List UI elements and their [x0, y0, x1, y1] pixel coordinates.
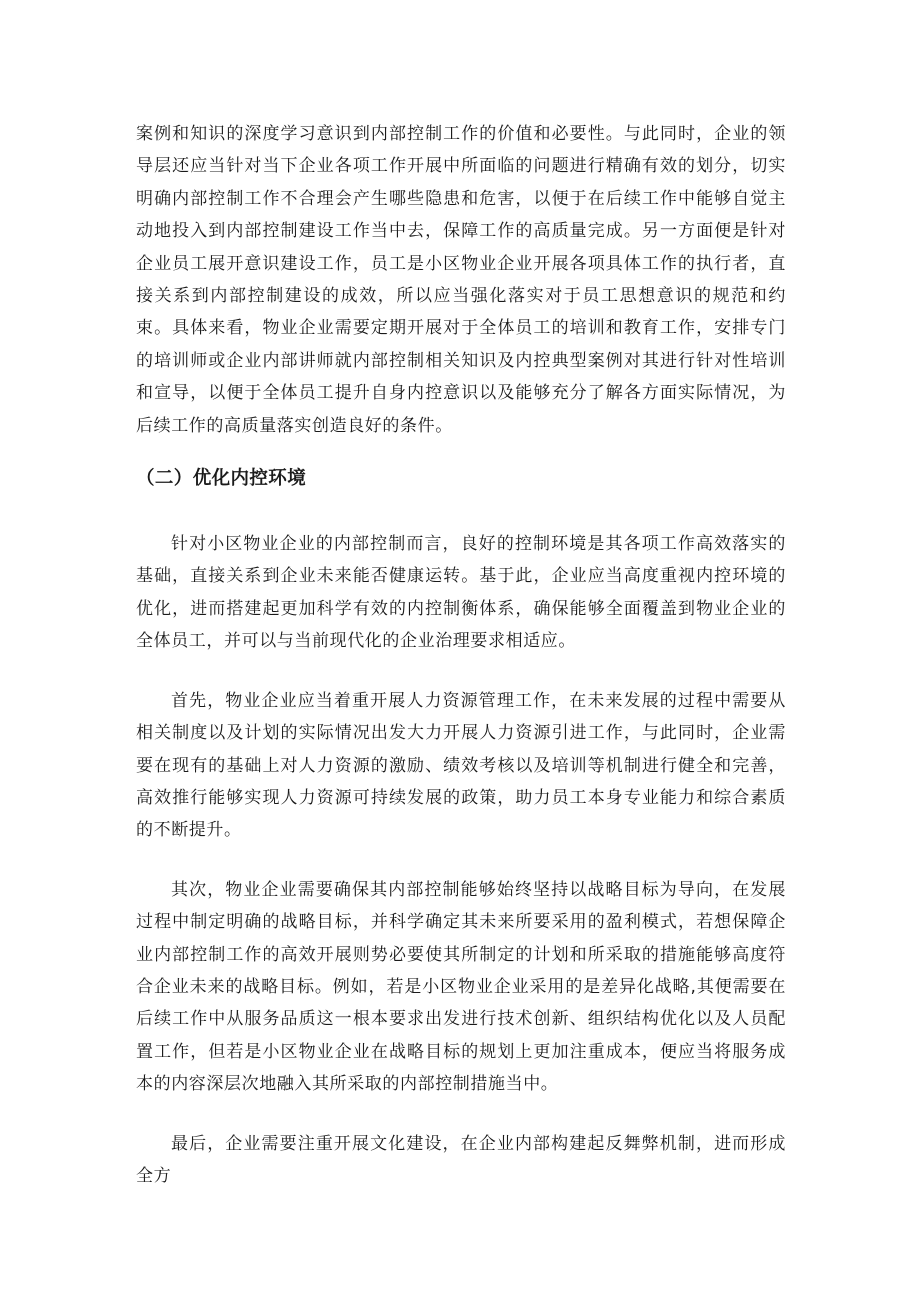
body-paragraph: 其次，物业企业需要确保其内部控制能够始终坚持以战略目标为导向，在发展过程中制定明确的战略目标，并科学确定其未来所要采用的盈利模式，若想保障企业内部控制工作的高效开展则势必要使其所制定的计划和所采取的措施能够高度符合企业未来的战略目标。例如，若是小区物业企业采用的是差异化战略,其便需要在后续工作中从服务品质这一根本要求出发进行技术创新、组织结构优化以及人员配置工作，但若是小区物业企业在战略目标的规划上更加注重成本，便应当将服务成本的内容深层次地融入其所采取的内部控制措施当中。 [136, 879, 786, 1095]
body-paragraph: 首先，物业企业应当着重开展人力资源管理工作，在未来发展的过程中需要从相关制度以及计划的实际情况出发大力开展人力资源引进工作，与此同时，企业需要在现有的基础上对人力资源的激励、绩效考核以及培训等机制进行健全和完善，高效推行能够实现人力资源可持续发展的政策，助力员工本身专业能力和综合素质的不断提升。 [136, 690, 786, 841]
spacer [136, 495, 786, 528]
spacer [136, 658, 786, 685]
section-heading: （二）优化内控环境 [136, 468, 307, 490]
body-paragraph: 针对小区物业企业的内部控制而言，良好的控制环境是其各项工作高效落实的基础，直接关系到企业未来能否健康运转。基于此，企业应当高度重视内控环境的优化，进而搭建起更加科学有效的内控制衡体系，确保能够全面覆盖到物业企业的全体员工，并可以与当前现代化的企业治理要求相适应。 [136, 534, 786, 652]
body-paragraph: 最后，企业需要注重开展文化建设，在企业内部构建起反舞弊机制，进而形成全方 [136, 1133, 786, 1186]
spacer [136, 442, 786, 463]
document-body [136, 118, 786, 1192]
spacer [136, 1101, 786, 1128]
spacer [136, 847, 786, 874]
body-paragraph-continuation: 案例和知识的深度学习意识到内部控制工作的价值和必要性。与此同时，企业的领导层还应当针对当下企业各项工作开展中所面临的问题进行精确有效的划分，切实明确内部控制工作不合理会产生哪些隐患和危害，以便于在后续工作中能够自觉主动地投入到内部控制建设工作当中去，保障工作的高质量完成。另一方面便是针对企业员工展开意识建设工作，员工是小区物业企业开展各项具体工作的执行者，直接关系到内部控制建设的成效，所以应当强化落实对于员工思想意识的规范和约束。具体来看，物业企业需要定期开展对于全体员工的培训和教育工作，安排专门的培训师或企业内部讲师就内部控制相关知识及内控典型案例对其进行针对性培训和宣导，以便于全体员工提升自身内控意识以及能够充分了解各方面实际情况，为后续工作的高质量落实创造良好的条件。 [136, 124, 786, 436]
